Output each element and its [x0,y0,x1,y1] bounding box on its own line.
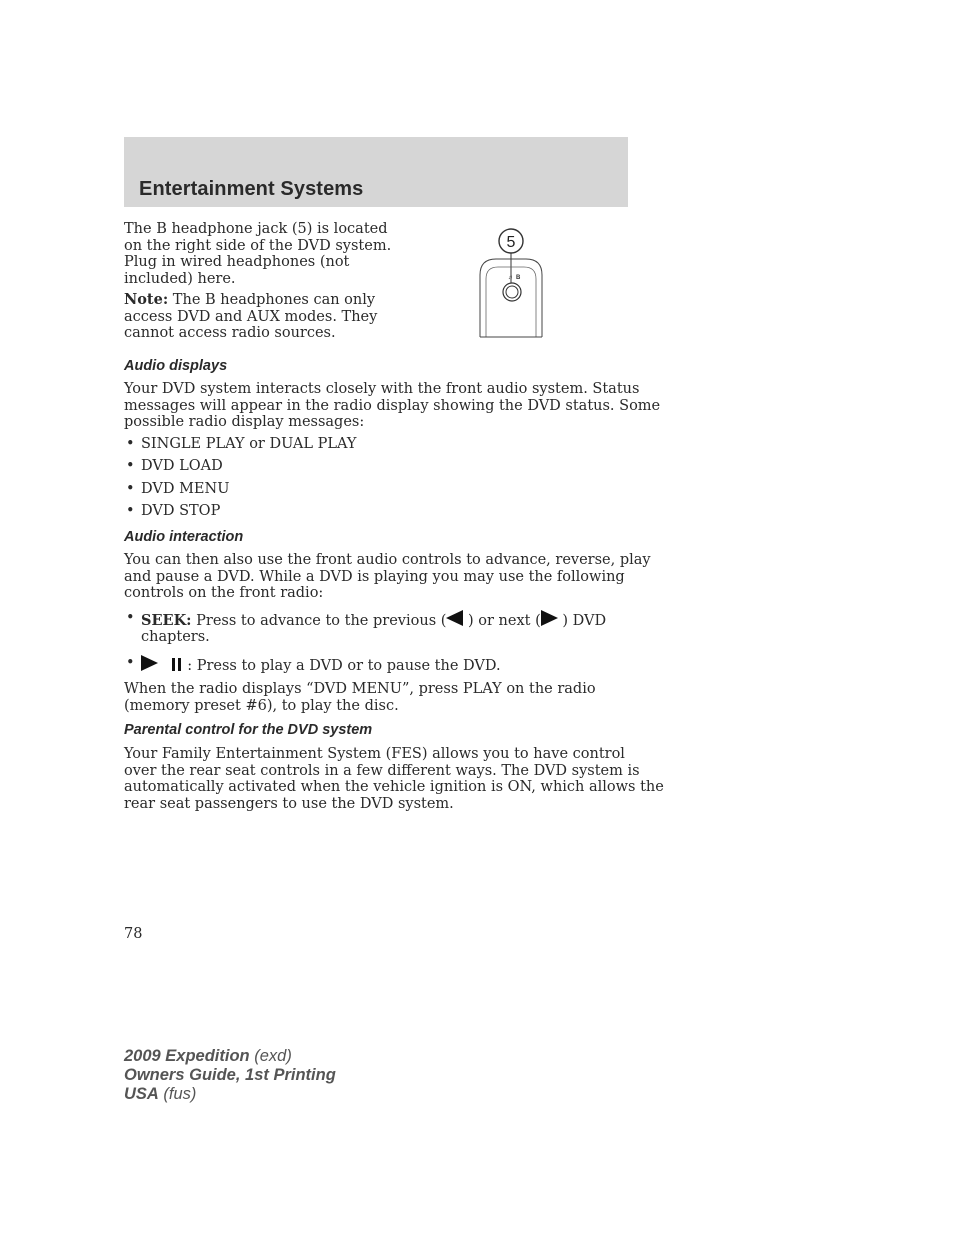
footer-model: 2009 Expedition [124,1047,250,1065]
intro-line: included) here. [124,270,236,287]
callout-number: 5 [506,234,516,251]
footer-imprint [124,1047,336,1104]
heading-audio-interaction: Audio interaction [124,529,244,545]
heading-parental-control: Parental control for the DVD system [124,722,373,738]
list-item-seek [124,610,628,650]
bullet-dot: • [126,655,135,671]
note-text: The B headphones can only [168,292,376,308]
heading-audio-displays: Audio displays [124,358,228,374]
paragraph-line: and pause a DVD. While a DVD is playing you may use the following [124,568,625,585]
seek-description: ) DVD [557,613,607,629]
seek-text [141,610,606,630]
paragraph-line: You can then also use the front audio controls to advance, reverse, play [124,552,651,568]
parental-control-paragraph [124,746,664,812]
play-icon [141,655,158,671]
note-line: access DVD and AUX modes. They [124,308,378,325]
seek-previous-icon [446,610,463,626]
headphone-jack-illustration [470,225,560,345]
paragraph-line: over the rear seat controls in a few different ways. The DVD system is [124,762,640,779]
bullet-dot: • [126,503,135,519]
pause-icon [171,658,183,671]
headphone-jack-figure [470,225,560,345]
seek-label: SEEK: [141,612,192,629]
bullet-text: DVD MENU [141,481,230,497]
jack-label: B [516,275,521,281]
paragraph-line: When the radio displays “DVD MENU”, press PLAY on the radio [124,681,596,697]
audio-interaction-paragraph [124,552,651,602]
play-pause-text [141,655,501,675]
footer-market: USA [124,1085,159,1103]
paragraph-line: rear seat passengers to use the DVD system. [124,795,454,812]
section-title: Entertainment Systems [139,178,364,200]
note-line: cannot access radio sources. [124,325,336,342]
footer-model-code: (exd) [249,1047,292,1065]
intro-line: on the right side of the DVD system. [124,237,392,254]
jack-inner-ring [506,286,518,298]
paragraph-line: possible radio display messages: [124,414,365,431]
note-paragraph [124,292,377,342]
bullet-dot: • [126,436,135,452]
note-label: Note: [124,291,169,308]
intro-line: The B headphone jack (5) is located [124,221,388,237]
paragraph-line: messages will appear in the radio display showing the DVD status. Some [124,397,661,414]
audio-displays-paragraph [124,381,660,431]
seek-next-icon [541,610,558,626]
dvd-menu-paragraph [124,681,596,714]
bullet-dot: • [126,458,135,474]
bullet-dot: • [126,481,135,497]
paragraph-line: (memory preset #6), to play the disc. [124,697,399,714]
footer-market-code: (fus) [158,1085,197,1103]
intro-paragraph [124,221,391,287]
section-header-band [124,137,628,207]
paragraph-line: controls on the front radio: [124,585,324,602]
page-number: 78 [124,926,143,942]
footer-printing: Owners Guide, 1st Printing [124,1066,336,1084]
seek-description: chapters. [141,629,210,645]
intro-line: Plug in wired headphones (not [124,254,350,271]
bullet-text: SINGLE PLAY or DUAL PLAY [141,436,357,452]
seek-description: Press to advance to the previous ( [191,613,447,629]
paragraph-line: automatically activated when the vehicle ignition is ON, which allows the [124,779,664,796]
seek-description: ) or next ( [463,613,541,629]
headphone-small-icon: ♫ [508,275,513,281]
bullet-text: DVD LOAD [141,458,223,474]
paragraph-line: Your DVD system interacts closely with the front audio system. Status [124,381,640,397]
bullet-text: DVD STOP [141,503,221,519]
paragraph-line: Your Family Entertainment System (FES) allows you to have control [124,746,625,762]
play-pause-description: : Press to play a DVD or to pause the DVD. [187,658,501,674]
bullet-dot: • [126,610,135,626]
